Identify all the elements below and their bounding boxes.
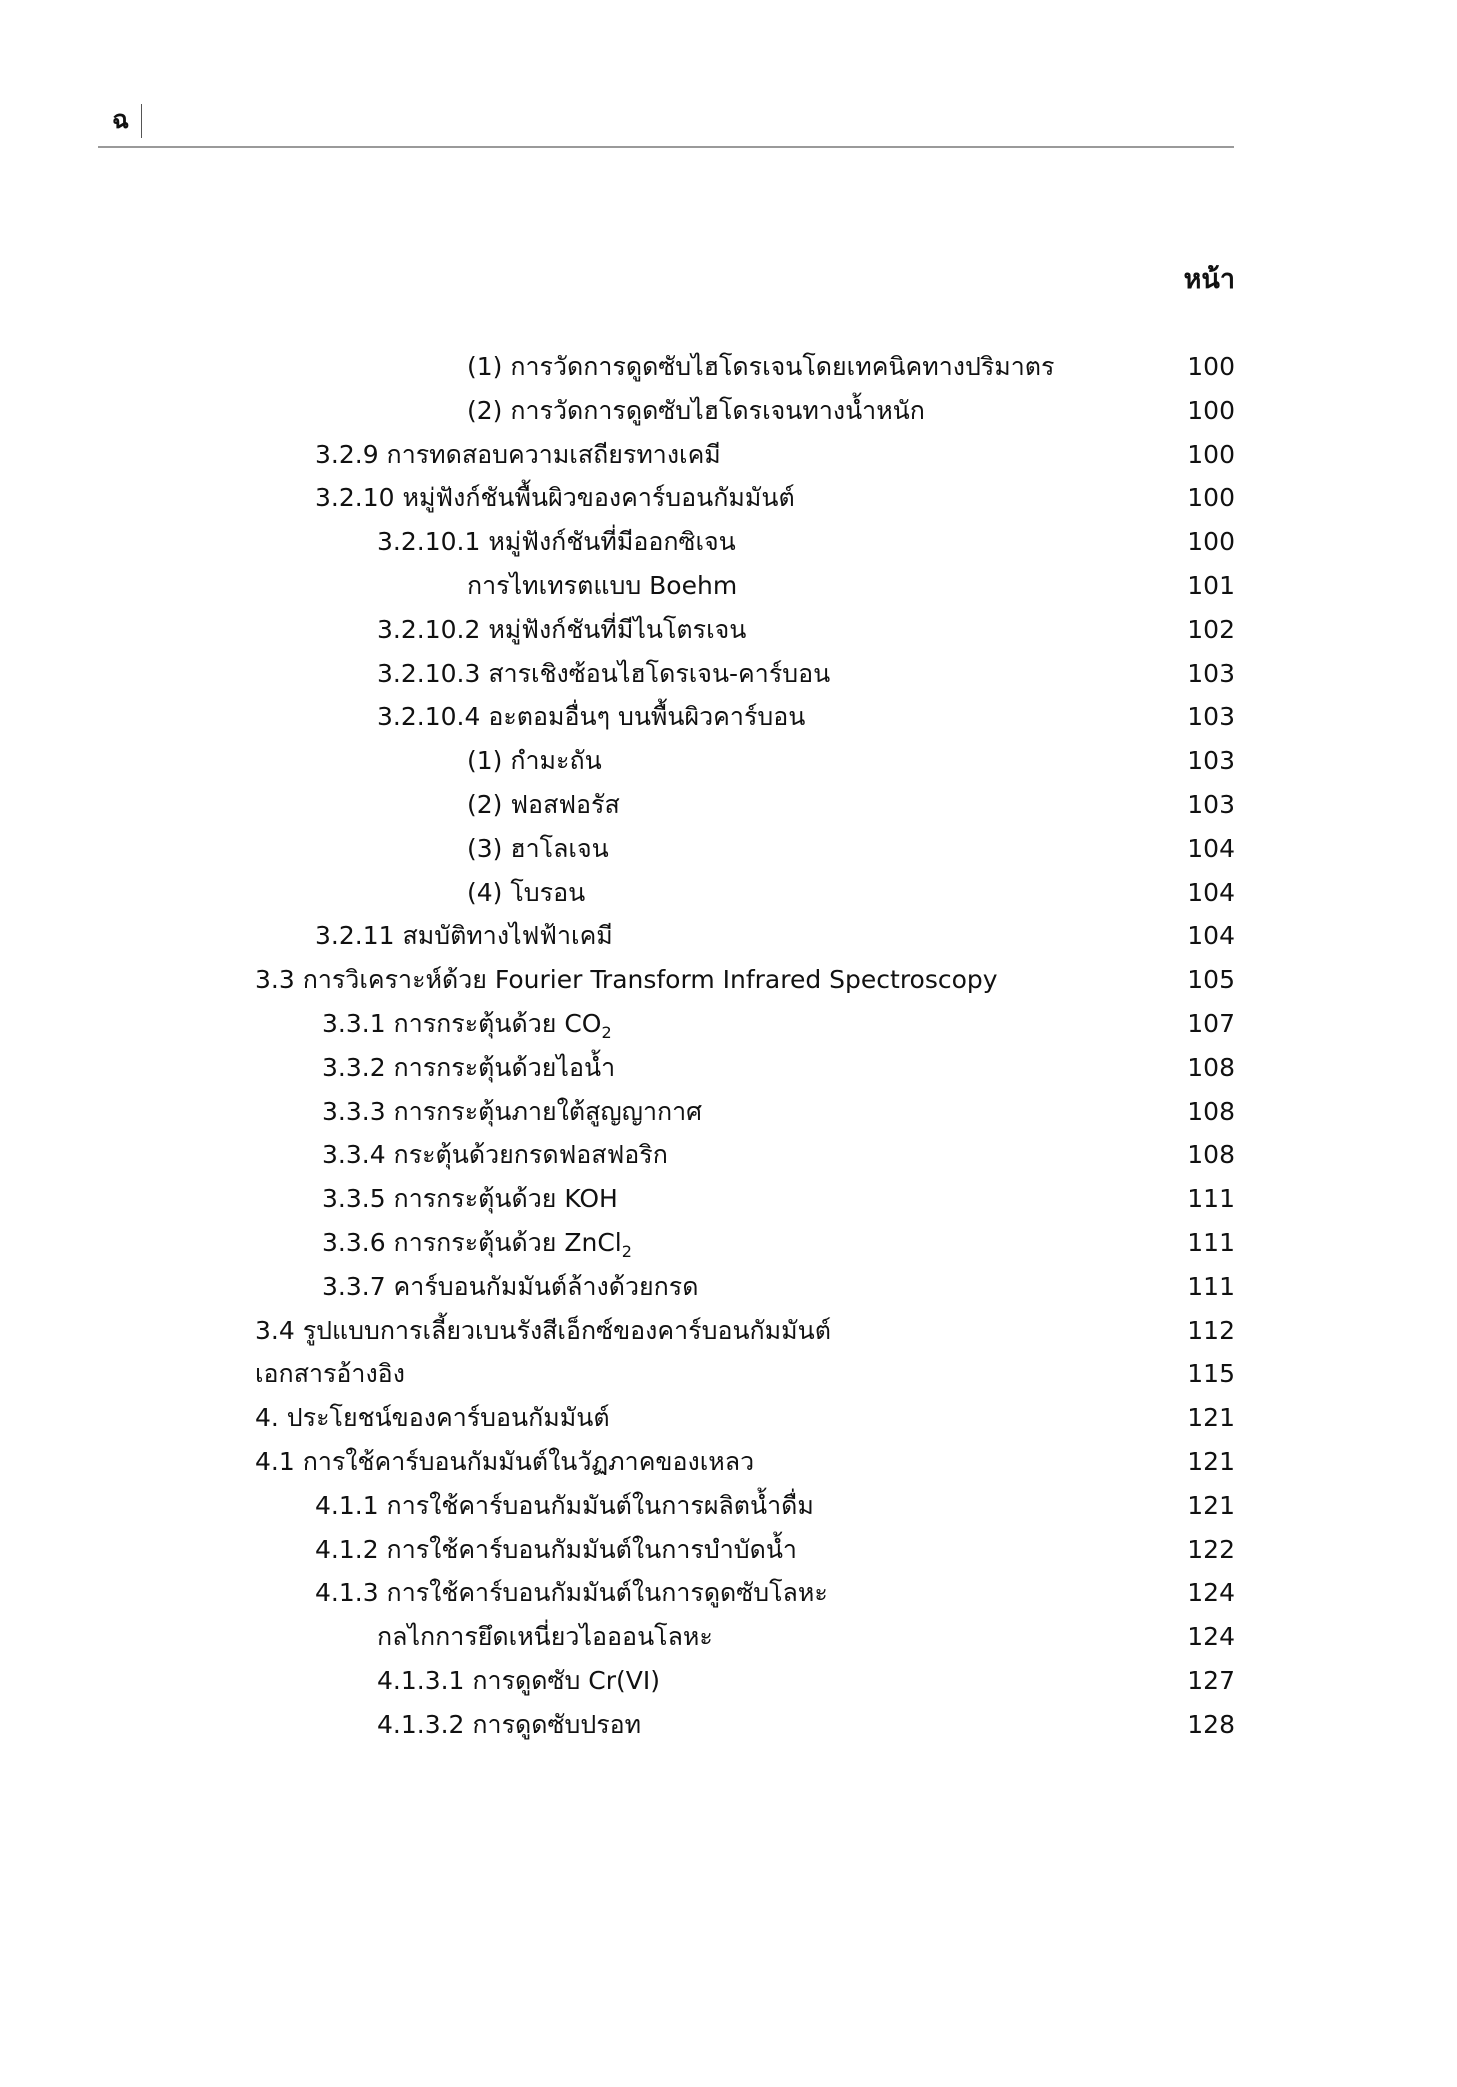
toc-entry-title (315, 480, 795, 516)
toc-entry-text: 3.2.10.2 หมู่ฟังก์ชันที่มีไนโตรเจน (377, 614, 747, 644)
toc-entry-page: 124 (1187, 1578, 1235, 1608)
toc-entry-page: 104 (1187, 833, 1235, 863)
toc-entry (0, 1006, 1457, 1050)
toc-entry-text: (3) ฮาโลเจน (467, 833, 609, 863)
page-number: ฉ (112, 105, 130, 134)
toc-entry-subscript: 2 (601, 1022, 612, 1042)
toc-entry-title (377, 656, 830, 692)
toc-entry (0, 1137, 1457, 1181)
toc-entry-page: 115 (1187, 1359, 1235, 1389)
toc-entry-title (467, 743, 602, 779)
toc-entry-page: 122 (1187, 1534, 1235, 1564)
toc-entry (0, 962, 1457, 1006)
toc-entry-subscript: 2 (621, 1241, 632, 1261)
toc-entry-text: (4) โบรอน (467, 877, 586, 907)
toc-entry-text: 3.2.11 สมบัติทางไฟฟ้าเคมี (315, 921, 613, 951)
toc-entry (0, 831, 1457, 875)
toc-entry (0, 437, 1457, 481)
toc-entry-text: 4.1.3.1 การดูดซับ Cr(VI) (377, 1665, 660, 1695)
toc-entry-page: 107 (1187, 1008, 1235, 1038)
toc-entry-text: 3.3 การวิเคราะห์ด้วย Fourier Transform Infrared Spectroscopy (255, 965, 998, 995)
toc-entry-text: 3.3.4 กระตุ้นด้วยกรดฟอสฟอริก (322, 1140, 668, 1170)
toc-entry-text: (2) ฟอสฟอรัส (467, 789, 620, 819)
table-of-contents (0, 349, 1457, 1751)
toc-entry (0, 1269, 1457, 1313)
toc-entry-page: 112 (1187, 1315, 1235, 1345)
toc-entry-text: 4.1.3 การใช้คาร์บอนกัมมันต์ในการดูดซับโลหะ (315, 1578, 828, 1608)
toc-entry-page: 108 (1187, 1140, 1235, 1170)
toc-entry-title (377, 1707, 641, 1743)
toc-entry-page: 100 (1187, 483, 1235, 513)
toc-entry-page: 104 (1187, 921, 1235, 951)
toc-entry-text: (1) กำมะถัน (467, 746, 602, 776)
page-column-heading: หน้า (1183, 264, 1235, 295)
toc-entry-title (315, 1532, 797, 1568)
toc-entry-page: 124 (1187, 1622, 1235, 1652)
toc-entry (0, 1707, 1457, 1751)
toc-entry-title (322, 1225, 632, 1261)
toc-entry (0, 875, 1457, 919)
toc-entry-page: 100 (1187, 395, 1235, 425)
toc-entry-page: 121 (1187, 1403, 1235, 1433)
toc-entry-title (315, 918, 613, 954)
toc-entry-page: 108 (1187, 1096, 1235, 1126)
toc-entry (0, 349, 1457, 393)
toc-entry (0, 656, 1457, 700)
toc-entry-page: 111 (1187, 1271, 1235, 1301)
toc-entry-text: 4.1.3.2 การดูดซับปรอท (377, 1709, 642, 1739)
toc-entry-text: 3.3.1 การกระตุ้นด้วย CO (322, 1008, 602, 1038)
toc-entry-text: 3.2.10 หมู่ฟังก์ชันพื้นผิวของคาร์บอนกัมมันต์ (315, 483, 795, 513)
toc-entry-title (255, 1356, 405, 1392)
toc-entry (0, 1094, 1457, 1138)
toc-entry (0, 1225, 1457, 1269)
toc-entry-page: 103 (1187, 658, 1235, 688)
toc-entry-title (377, 699, 805, 735)
toc-entry-page: 111 (1187, 1227, 1235, 1257)
toc-entry (0, 1400, 1457, 1444)
toc-entry-text: 4.1.2 การใช้คาร์บอนกัมมันต์ในการบำบัดน้ำ (315, 1534, 797, 1564)
toc-entry (0, 699, 1457, 743)
toc-entry-text: 4. ประโยชน์ของคาร์บอนกัมมันต์ (255, 1403, 610, 1433)
toc-entry-text: 3.3.6 การกระตุ้นด้วย ZnCl (322, 1227, 622, 1257)
toc-entry-text: 4.1.1 การใช้คาร์บอนกัมมันต์ในการผลิตน้ำดื่ม (315, 1490, 814, 1520)
toc-entry-title (255, 1400, 610, 1436)
toc-entry-page: 105 (1187, 965, 1235, 995)
toc-entry-title (322, 1094, 702, 1130)
toc-entry-title (467, 875, 585, 911)
toc-entry-title (377, 524, 736, 560)
toc-entry (0, 1488, 1457, 1532)
toc-entry-page: 121 (1187, 1490, 1235, 1520)
toc-entry-title (322, 1269, 698, 1305)
toc-entry-text: 3.3.5 การกระตุ้นด้วย KOH (322, 1184, 618, 1214)
toc-entry-page: 111 (1187, 1184, 1235, 1214)
toc-entry-title (467, 787, 620, 823)
toc-entry-page: 103 (1187, 789, 1235, 819)
toc-entry-page: 100 (1187, 439, 1235, 469)
toc-entry (0, 1181, 1457, 1225)
toc-entry-text: เอกสารอ้างอิง (255, 1359, 405, 1389)
toc-entry-title (467, 568, 737, 604)
toc-entry (0, 393, 1457, 437)
toc-entry-text: กลไกการยึดเหนี่ยวไอออนโลหะ (377, 1622, 713, 1652)
toc-entry-page: 101 (1187, 570, 1235, 600)
toc-entry (0, 612, 1457, 656)
toc-entry-title (255, 1444, 754, 1480)
toc-entry-page: 128 (1187, 1709, 1235, 1739)
toc-entry-text: 3.2.10.4 อะตอมอื่นๆ บนพื้นผิวคาร์บอน (377, 702, 806, 732)
header-rule (98, 146, 1234, 148)
toc-entry-title (315, 1488, 814, 1524)
toc-entry (0, 480, 1457, 524)
toc-entry-title (322, 1181, 618, 1217)
toc-entry (0, 1356, 1457, 1400)
toc-entry-page: 100 (1187, 352, 1235, 381)
toc-entry-title (315, 437, 721, 473)
toc-entry-page: 103 (1187, 702, 1235, 732)
toc-entry-text: 3.2.10.1 หมู่ฟังก์ชันที่มีออกซิเจน (377, 527, 736, 557)
toc-entry-title (467, 831, 609, 867)
toc-entry (0, 1619, 1457, 1663)
toc-entry-page: 102 (1187, 614, 1235, 644)
toc-entry (0, 918, 1457, 962)
toc-entry (0, 524, 1457, 568)
toc-entry (0, 743, 1457, 787)
toc-entry-title (315, 1575, 828, 1611)
toc-entry-text: 3.3.7 คาร์บอนกัมมันต์ล้างด้วยกรด (322, 1271, 699, 1301)
toc-entry-text: 3.3.2 การกระตุ้นด้วยไอน้ำ (322, 1052, 616, 1082)
toc-entry-title (377, 1663, 660, 1699)
toc-entry-title (255, 962, 998, 998)
toc-entry-page: 100 (1187, 527, 1235, 557)
toc-entry-title (467, 349, 1054, 385)
toc-entry-title (377, 612, 746, 648)
toc-entry-title (322, 1006, 612, 1042)
toc-entry (0, 1444, 1457, 1488)
toc-entry-page: 121 (1187, 1446, 1235, 1476)
toc-entry-page: 104 (1187, 877, 1235, 907)
toc-entry-text: การไทเทรตแบบ Boehm (467, 570, 738, 600)
toc-entry-text: (1) การวัดการดูดซับไฮโดรเจนโดยเทคนิคทางปริมาตร (467, 352, 1055, 381)
toc-entry-title (255, 1313, 831, 1349)
toc-entry-title (467, 393, 925, 429)
toc-entry-text: 3.3.3 การกระตุ้นภายใต้สูญญากาศ (322, 1096, 703, 1126)
header-divider-tick (141, 104, 142, 138)
toc-entry-title (377, 1619, 713, 1655)
toc-entry-page: 103 (1187, 746, 1235, 776)
toc-entry-text: (2) การวัดการดูดซับไฮโดรเจนทางน้ำหนัก (467, 395, 925, 425)
toc-entry-text: 4.1 การใช้คาร์บอนกัมมันต์ในวัฏภาคของเหลว (255, 1446, 755, 1476)
toc-entry (0, 1532, 1457, 1576)
toc-entry-page: 108 (1187, 1052, 1235, 1082)
toc-entry (0, 1050, 1457, 1094)
toc-entry-text: 3.4 รูปแบบการเลี้ยวเบนรังสีเอ็กซ์ของคาร์บอนกัมมันต์ (255, 1315, 831, 1345)
toc-entry-title (322, 1050, 615, 1086)
toc-entry-title (322, 1137, 668, 1173)
toc-entry (0, 568, 1457, 612)
toc-entry (0, 1575, 1457, 1619)
toc-entry-page: 127 (1187, 1665, 1235, 1695)
toc-entry-text: 3.2.9 การทดสอบความเสถียรทางเคมี (315, 439, 721, 469)
toc-entry (0, 787, 1457, 831)
toc-entry-text: 3.2.10.3 สารเชิงซ้อนไฮโดรเจน-คาร์บอน (377, 658, 831, 688)
toc-entry (0, 1663, 1457, 1707)
toc-entry (0, 1313, 1457, 1357)
